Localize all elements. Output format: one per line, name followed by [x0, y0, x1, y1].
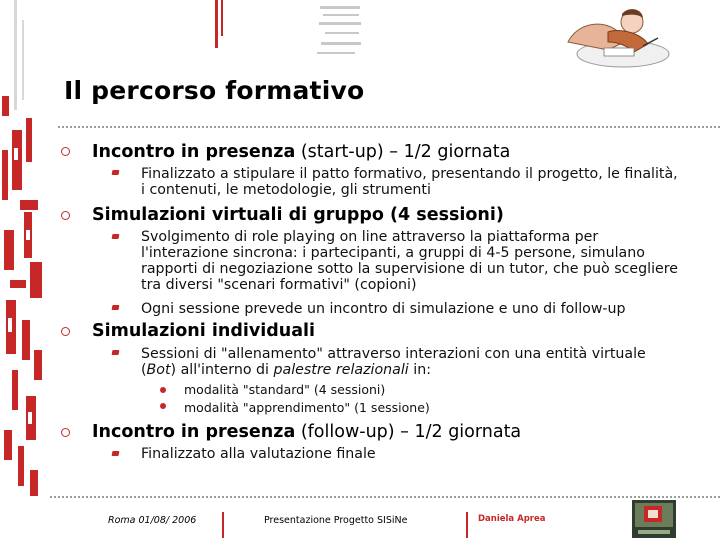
level2-bullet-icon — [112, 305, 120, 310]
sub-item: Finalizzato alla valutazione finale — [141, 446, 376, 462]
sub-item: Svolgimento di role playing on line attraverso la piattaforma per l'interazione sincrona: i partecipanti, a gruppi di 4-5 persone, simulano rapporti di negoziazione sotto la supervisione di un tutor, che può scegliere tra diversi "scenari formativi" (copioni) — [141, 229, 678, 293]
item-heading: Incontro in presenza — [92, 142, 296, 162]
footer-presentation: Presentazione Progetto SISiNe — [264, 515, 408, 526]
level2-bullet-icon — [112, 170, 120, 175]
level1-bullet-icon — [61, 147, 70, 156]
level2-bullet-icon — [112, 234, 120, 239]
level2-bullet-icon — [112, 350, 120, 355]
footer-separator — [222, 512, 224, 538]
page-title: Il percorso formativo — [64, 76, 365, 105]
item-heading: Simulazioni individuali — [92, 321, 316, 341]
item-detail: (follow-up) – 1/2 giornata — [295, 422, 522, 442]
level2-bullet-icon — [112, 451, 120, 456]
list-item — [92, 422, 521, 442]
level1-bullet-icon — [61, 327, 70, 336]
footer-author: Daniela Aprea — [478, 514, 546, 524]
footer-date: Roma 01/08/ 2006 — [108, 515, 197, 526]
sub-item: Ogni sessione prevede un incontro di simulazione e uno di follow-up — [141, 301, 626, 317]
item-detail: (start-up) – 1/2 giornata — [295, 142, 511, 162]
item-heading: Simulazioni virtuali di gruppo (4 sessioni) — [92, 205, 504, 225]
level1-bullet-icon — [61, 428, 70, 437]
list-item — [92, 321, 315, 341]
sub-sub-item: modalità "apprendimento" (1 sessione) — [184, 400, 430, 415]
title-divider — [58, 126, 720, 128]
level3-bullet-icon — [160, 403, 166, 409]
footer-separator — [466, 512, 468, 538]
list-item — [92, 205, 504, 225]
item-heading: Incontro in presenza — [92, 422, 296, 442]
logo-badge — [632, 500, 676, 538]
left-decorative-strip — [0, 0, 52, 540]
footer-divider — [50, 496, 720, 498]
person-writing-illustration — [548, 2, 678, 72]
level3-bullet-icon — [160, 387, 166, 393]
level1-bullet-icon — [61, 211, 70, 220]
list-item — [92, 142, 510, 162]
top-decorative-lines — [205, 0, 365, 60]
sub-item: Finalizzato a stipulare il patto formativo, presentando il progetto, le finalità, i contenuti, le metodologie, gli strumenti — [141, 166, 678, 198]
sub-sub-item: modalità "standard" (4 sessioni) — [184, 382, 386, 397]
sub-item: Sessioni di "allenamento" attraverso interazioni con una entità virtuale (Bot) all'interno di palestre relazionali in: — [141, 346, 646, 378]
